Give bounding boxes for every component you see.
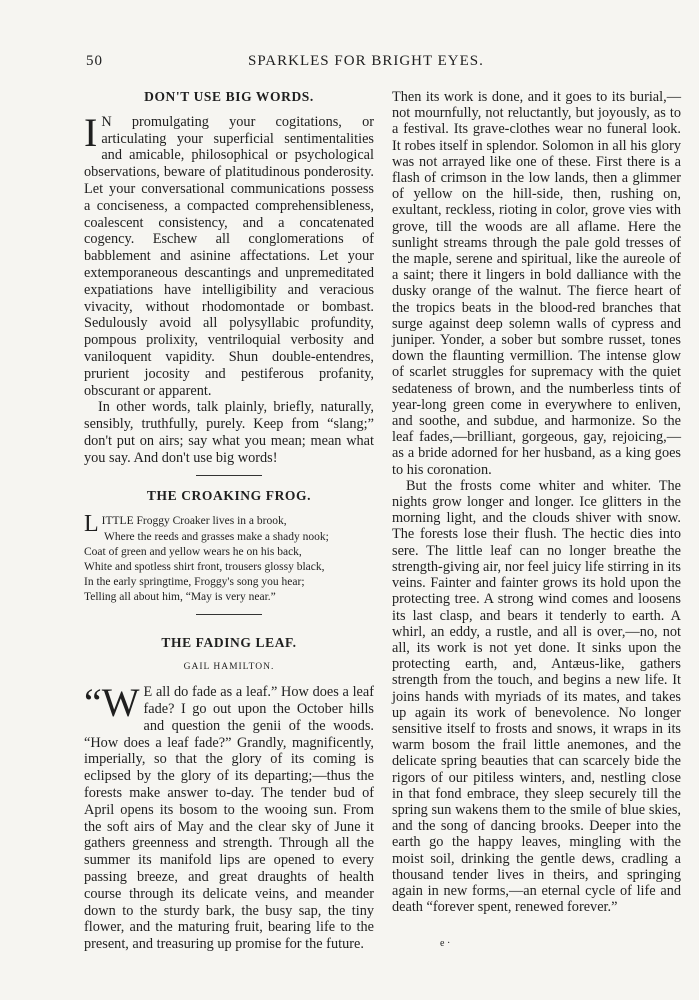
author-byline: GAIL HAMILTON.: [183, 662, 275, 673]
poem-line: ITTLE Froggy Croaker lives in a brook,: [101, 515, 287, 528]
poem-line: Coat of green and yellow wears he on his back,: [84, 545, 302, 558]
section-divider: [196, 475, 262, 476]
left-column: [84, 89, 374, 953]
page-number: 50: [86, 53, 103, 69]
page-footer-mark: e ·: [440, 938, 451, 949]
article-paragraph: [84, 680, 374, 953]
article-paragraph: In other words, talk plainly, briefly, naturally, sensibly, truthfully, purely. Keep from “slang;” don't put on airs; say what you mean; mean what you say. And don't use big words!: [84, 399, 374, 466]
article-paragraph: But the frosts come whiter and whiter. The nights grow longer and longer. Ice glitters in the morning light, and the clouds shiver with snow. The forests lose their flush. The hectic dies into sere. The little leaf can no longer breathe the strength-giving air, nor feel juicy life stirring in its veins. Fainter and fainter grows its hold upon the protecting tree. A strong wind comes and loosens its last clasp, and bears it tenderly to earth. A whirl, an eddy, a rustle, and all is over,—no, not all, its work is not yet done. It sinks upon the protecting earth, and, Antæus-like, gathers strength from the touch, and begins a new life. It joins hands with myriads of its mates, and takes up again its work of benevolence. No longer sensitive itself to frosts and snows, it wraps in its warm bosom the frail little anemones, and the delicate spring beauties that can scarcely bide the rigors of our pitiless winters, and, nestling close in that fond embrace, they sleep securely till the spring sun wakens them to the smile of blue skies, and the song of dancing brooks. Deeper into the earth go the happy leaves, mingling with the moist soil, drinking the gentle dews, cradling a thousand tender lives in theirs, and springing again in new forms,—an eternal cycle of life and death “forever spent, renewed forever.”: [392, 477, 681, 916]
poem-line: Telling all about him, “May is very near.”: [84, 591, 276, 604]
paragraph-text: E all do fade as a leaf.” How does a leaf fade? I go out upon the October hills and question the genii of the woods. “How does a leaf fade?” Grandly, magnificently, imperially, so that the glory of its coming is eclipsed by the glory of its departing;—thus the forests make answer to-day. The tender bud of April opens its bosom to the wooing sun. From the soft airs of May and the clear sky of June it gathers greenness and strength. Through all the summer its manifold lips are opened to every passing breeze, and great draughts of health course through its delicate veins, and meander down to the sturdy bark, the busy sap, the tiny flower, and the maturing fruit, bearing life to the present, and treasuring up promise for the future.: [84, 684, 374, 953]
paragraph-text: N promulgating your cogitations, or articulating your superficial sentimentalities and amicable, philosophical or psychological observations, beware of platitudinous ponderosity. Let your conversational communications possess a conciseness, a compacted comprehensibleness, coalescent consistency, and a concatenated cogency. Eschew all conglomerations of babblement and asinine affectations. Let your extemporaneous descantings and unpremeditated expatiations have intelligibility and veracious vivacity, without rhodomontade or bombast. Sedulously avoid all polysyllabic profundity, pompous prolixity, ventriloquial verbosity and vaniloquent vapidity. Shun double-entendres, prurient jocosity and pestiferous profanity, obscurant or apparent.: [84, 113, 374, 399]
article-paragraph: [84, 109, 374, 400]
drop-cap: “W: [84, 680, 140, 726]
article-title-croaking-frog: THE CROAKING FROG.: [146, 487, 312, 503]
article-title-big-words: DON'T USE BIG WORDS.: [144, 89, 314, 104]
poem-line: Where the reeds and grasses make a shady nook;: [104, 530, 329, 543]
right-column: [392, 89, 681, 915]
article-paragraph-continued: Then its work is done, and it goes to its burial,—not mournfully, not reluctantly, but joyously, as to a festival. Its grave-clothes wear no funeral look. It robes itself in splendor. Solomon in all his glory was not arrayed like one of these. First there is a flash of crimson in the low lands, then a glimmer of yellow on the hill-side, then, rushing on, exultant, reckless, rioting in color, grove vies with grove, till the woods are all aflame. Here the sunlight streams through the pale gold tresses of the maple, serene and spiritual, like the aureole of a saint; there it lingers in bold dalliance with the dusky orange of the walnut. The fierce heart of the tropics beats in the blood-red branches that surge against deep solemn walls of cypress and juniper. Yonder, a sober but sombre russet, tones down the flaunting vermillion. The intense glow of scarlet struggles for supremacy with the quiet sedateness of brown, and the numberless tints of year-long green come in everywhere to enliven, and soothe, and subdue, and harmonize. So the leaf fades,—brilliant, gorgeous, gay, rejoicing,—as a bride adorned for her husband, as a king goes to his coronation.: [392, 89, 681, 478]
drop-cap: I: [84, 109, 98, 155]
drop-cap: L: [84, 511, 99, 538]
running-title: SPARKLES FOR BRIGHT EYES.: [248, 53, 484, 69]
section-divider: [196, 614, 262, 615]
poem-line: In the early springtime, Froggy's song you hear;: [84, 576, 305, 589]
poem: [84, 511, 374, 605]
article-title-fading-leaf: THE FADING LEAF.: [161, 634, 297, 650]
poem-line: White and spotless shirt front, trousers glossy black,: [84, 560, 325, 573]
